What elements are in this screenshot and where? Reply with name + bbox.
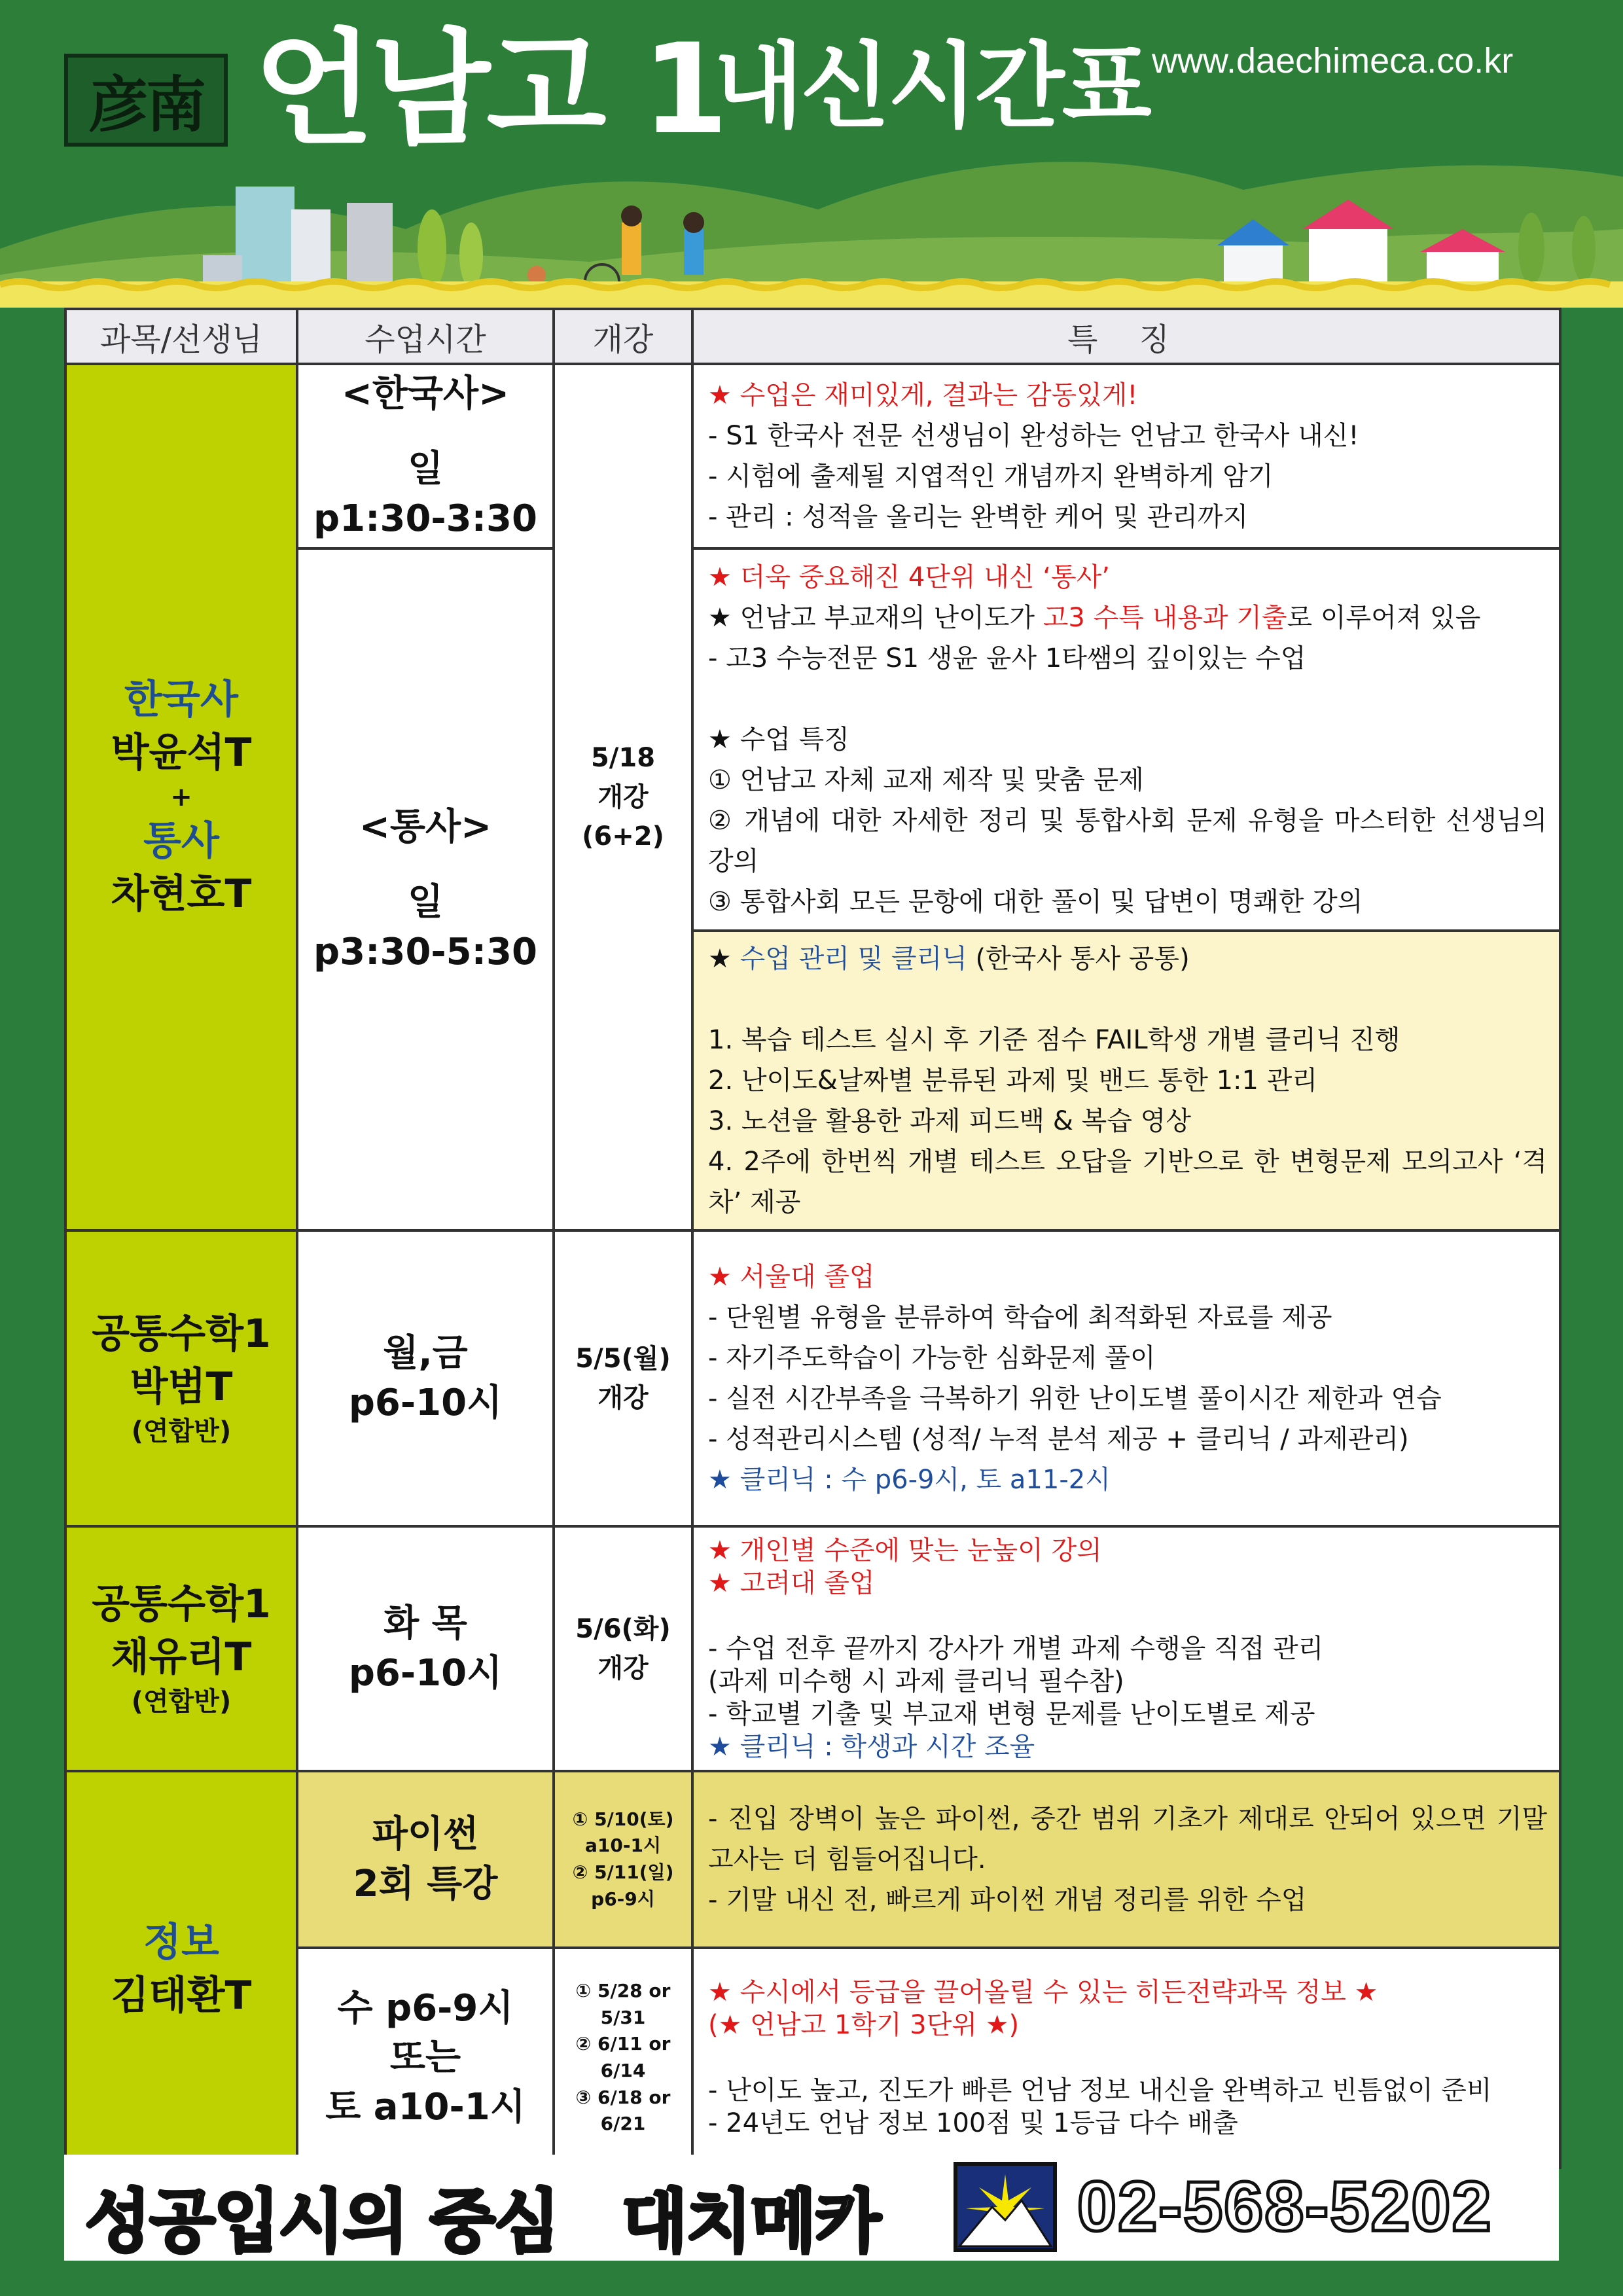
feature-subheading: ★ 수업 특징: [708, 725, 849, 755]
class-hours: p6-10시: [348, 1652, 503, 1695]
feature-item: ① 언남고 자체 교재 제작 및 맞춤 문제: [708, 765, 1144, 795]
features-social-studies: [692, 548, 1560, 931]
feature-text: ★ 언남고 부교재의 난이도가: [708, 603, 1043, 633]
feature-item: - 실전 시간부족을 극복하기 위한 난이도별 풀이시간 제한과 연습: [708, 1384, 1442, 1414]
class-type: (연합반): [131, 1416, 232, 1446]
open-date: [554, 1948, 692, 2168]
feature-item: - 단원별 유형을 분류하여 학습에 최적화된 자료를 제공: [708, 1302, 1332, 1333]
page-subtitle: 내신시간표: [713, 33, 1149, 141]
page-title: 언남고 1: [254, 17, 724, 162]
class-day: 월,금: [383, 1332, 468, 1375]
table-header-row: [65, 309, 1560, 364]
subject-korean-history: [65, 364, 297, 1230]
feature-text: (한국사 통사 공통): [967, 944, 1190, 974]
footer-slogan: 성공입시의 중심: [85, 2181, 559, 2261]
open-date-text: ① 5/10(토): [572, 1808, 674, 1830]
table-row: [65, 1526, 1560, 1771]
class-time: [297, 548, 554, 1230]
feature-item: - 진입 장벽이 높은 파이썬, 중간 범위 기초가 제대로 안되어 있으면 기말고사는 더 힘들어집니다.: [708, 1804, 1547, 1874]
features-korean-history: [692, 364, 1560, 548]
feature-highlight: 고3 수특 내용과 기출: [1043, 603, 1287, 633]
feature-item: - 기말 내신 전, 빠르게 파이썬 개념 정리를 위한 수업: [708, 1885, 1307, 1915]
phone-number[interactable]: 02-568-5202: [1077, 2166, 1493, 2246]
school-logo: [64, 54, 228, 147]
features-python: [692, 1771, 1560, 1948]
open-date-text: 5/5(월): [575, 1344, 671, 1374]
open-time-text: a10-1시: [584, 1835, 661, 1857]
footer-banner: [64, 2155, 1559, 2261]
subject-label: 통사: [143, 818, 219, 864]
website-url[interactable]: www.daechimeca.co.kr: [1152, 41, 1514, 81]
open-date-text: 5/31: [600, 2006, 646, 2028]
feature-item: - 시험에 출제될 지엽적인 개념까지 완벽하게 암기: [708, 461, 1274, 492]
features-math-park: [692, 1230, 1560, 1526]
class-hours: 토 a10-1시: [325, 2085, 526, 2128]
class-hours: p3:30-5:30: [313, 930, 537, 973]
class-title: 파이썬: [372, 1813, 479, 1856]
open-date-text: ② 5/11(일): [572, 1861, 674, 1883]
star-icon: ★: [708, 944, 740, 974]
feature-item: - 관리 : 성적을 올리는 완벽한 케어 및 관리까지: [708, 502, 1249, 532]
star-icon: ★: [708, 1465, 740, 1495]
mountain-logo-icon: [953, 2161, 1058, 2253]
feature-item: [708, 598, 1547, 638]
teacher-name: 박윤석T: [111, 730, 252, 776]
teacher-name: 차현호T: [111, 871, 252, 917]
plus-sign: +: [170, 782, 192, 812]
feature-item: (과제 미수행 시 과제 클리닉 필수참): [708, 1666, 1124, 1696]
open-date-text: 5/6(화): [575, 1614, 671, 1644]
subject-math-park: [65, 1230, 297, 1526]
class-subtitle: 2회 특강: [353, 1863, 498, 1905]
feature-item: - 성적관리시스템 (성적/ 누적 분석 제공 + 클리닉 / 과제관리): [708, 1424, 1409, 1454]
class-hours: p6-10시: [348, 1382, 503, 1424]
landscape-illustration: [0, 151, 1623, 308]
feature-text: 로 이루어져 있음: [1287, 603, 1481, 633]
header-features: 특 징: [692, 309, 1560, 364]
feature-item: - 학교별 기출 및 부교재 변형 문제를 난이도별로 제공: [708, 1699, 1315, 1729]
open-date: [554, 364, 692, 1230]
feature-headline: [708, 939, 1547, 979]
subject-label: 공통수학1: [92, 1581, 271, 1627]
header-banner: [0, 0, 1623, 308]
list-item: 4. 2주에 한번씩 개별 테스트 오답을 기반으로 한 변형문제 모의고사 ‘격차’ 제공: [708, 1147, 1547, 1217]
open-label: 개강: [597, 782, 649, 812]
open-date-text: 6/21: [600, 2113, 646, 2135]
open-label: 개강: [597, 1653, 649, 1683]
open-date-text: ③ 6/18 or: [575, 2086, 671, 2108]
clinic-text: 클리닉 : 학생과 시간 조율: [740, 1732, 1035, 1762]
list-item: 3. 노션을 활용한 과제 피드백 & 복습 영상: [708, 1106, 1191, 1136]
teacher-name: 채유리T: [111, 1634, 252, 1680]
table-row: [65, 1230, 1560, 1526]
star-icon: ★: [708, 1732, 740, 1762]
class-time: [297, 364, 554, 548]
feature-item: ③ 통합사회 모든 문항에 대한 풀이 및 답변이 명쾌한 강의: [708, 887, 1363, 917]
feature-item: - 고3 수능전문 S1 생윤 윤사 1타쌤의 깊이있는 수업: [708, 643, 1306, 673]
feature-highlight: 수업 관리 및 클리닉: [740, 944, 967, 974]
class-type: (연합반): [131, 1687, 232, 1717]
feature-headline: ★ 더욱 중요해진 4단위 내신 ‘통사’: [708, 562, 1110, 592]
list-item: 2. 난이도&날짜별 분류된 과제 및 밴드 통한 1:1 관리: [708, 1066, 1317, 1096]
teacher-name: 박범T: [130, 1364, 233, 1410]
header-open: 개강: [554, 309, 692, 364]
features-clinic: [692, 931, 1560, 1230]
clinic-info: [708, 1731, 1547, 1763]
class-time: [297, 1771, 554, 1948]
feature-item: - 난이도 높고, 진도가 빠른 언남 정보 내신을 완벽하고 빈틈없이 준비: [708, 2075, 1492, 2106]
open-time-text: p6-9시: [591, 1888, 655, 1910]
class-time: [297, 1230, 554, 1526]
class-hours: 수 p6-9시: [337, 1986, 514, 2030]
feature-item: - S1 한국사 전문 선생님이 완성하는 언남고 한국사 내신!: [708, 421, 1359, 451]
class-day: 화 목: [383, 1602, 467, 1645]
class-title: <한국사>: [341, 372, 510, 415]
feature-headline: ★ 고려대 졸업: [708, 1568, 875, 1598]
open-label: 개강: [597, 1383, 649, 1413]
class-time: [297, 1948, 554, 2168]
class-connector: 또는: [389, 2036, 461, 2079]
schedule-table: [64, 308, 1561, 2169]
feature-item: ② 개념에 대한 자세한 정리 및 통합사회 문제 유형을 마스터한 선생님의 강의: [708, 806, 1547, 876]
feature-item: - 자기주도학습이 가능한 심화문제 풀이: [708, 1343, 1156, 1373]
footer-brand: 대치메카: [622, 2181, 880, 2261]
open-sessions: (6+2): [582, 821, 664, 852]
feature-headline: (★ 언남고 1학기 3단위 ★): [708, 2010, 1020, 2040]
header-subject: 과목/선생님: [65, 309, 297, 364]
header-time: 수업시간: [297, 309, 554, 364]
features-info: [692, 1948, 1560, 2168]
feature-headline: ★ 수시에서 등급을 끌어올릴 수 있는 히든전략과목 정보 ★: [708, 1977, 1378, 2007]
class-day: 일: [407, 881, 444, 924]
subject-label: 공통수학1: [92, 1311, 271, 1357]
subject-info: [65, 1771, 297, 2168]
feature-headline: ★ 개인별 수준에 맞는 눈높이 강의: [708, 1535, 1102, 1566]
table-row: [65, 1771, 1560, 1948]
feature-item: - 24년도 언남 정보 100점 및 1등급 다수 배출: [708, 2108, 1238, 2138]
open-date-text: ② 6/11 or: [575, 2033, 671, 2055]
feature-item: - 수업 전후 끝까지 강사가 개별 과제 수행을 직접 관리: [708, 1634, 1324, 1664]
subject-math-chae: [65, 1526, 297, 1771]
subject-label: 정보: [143, 1920, 219, 1965]
class-day: 일: [407, 448, 444, 491]
open-date: [554, 1230, 692, 1526]
clinic-text: 클리닉 : 수 p6-9시, 토 a11-2시: [740, 1465, 1111, 1495]
list-item: 1. 복습 테스트 실시 후 기준 점수 FAIL학생 개별 클리닉 진행: [708, 1025, 1400, 1055]
table-row: [65, 364, 1560, 548]
class-title: <통사>: [359, 805, 492, 848]
clinic-info: [708, 1460, 1547, 1500]
feature-headline: ★ 수업은 재미있게, 결과는 감동있게!: [708, 380, 1138, 410]
class-hours: p1:30-3:30: [313, 497, 537, 540]
feature-headline: ★ 서울대 졸업: [708, 1262, 875, 1292]
open-date-text: 5/18: [590, 743, 656, 773]
school-logo-text: 彦南: [88, 69, 204, 140]
open-date: [554, 1526, 692, 1771]
teacher-name: 김태환T: [111, 1973, 252, 2018]
features-math-chae: [692, 1526, 1560, 1771]
open-date: [554, 1771, 692, 1948]
open-date-text: ① 5/28 or: [575, 1980, 671, 2002]
open-date-text: 6/14: [600, 2060, 646, 2081]
subject-label: 한국사: [124, 677, 238, 723]
class-time: [297, 1526, 554, 1771]
